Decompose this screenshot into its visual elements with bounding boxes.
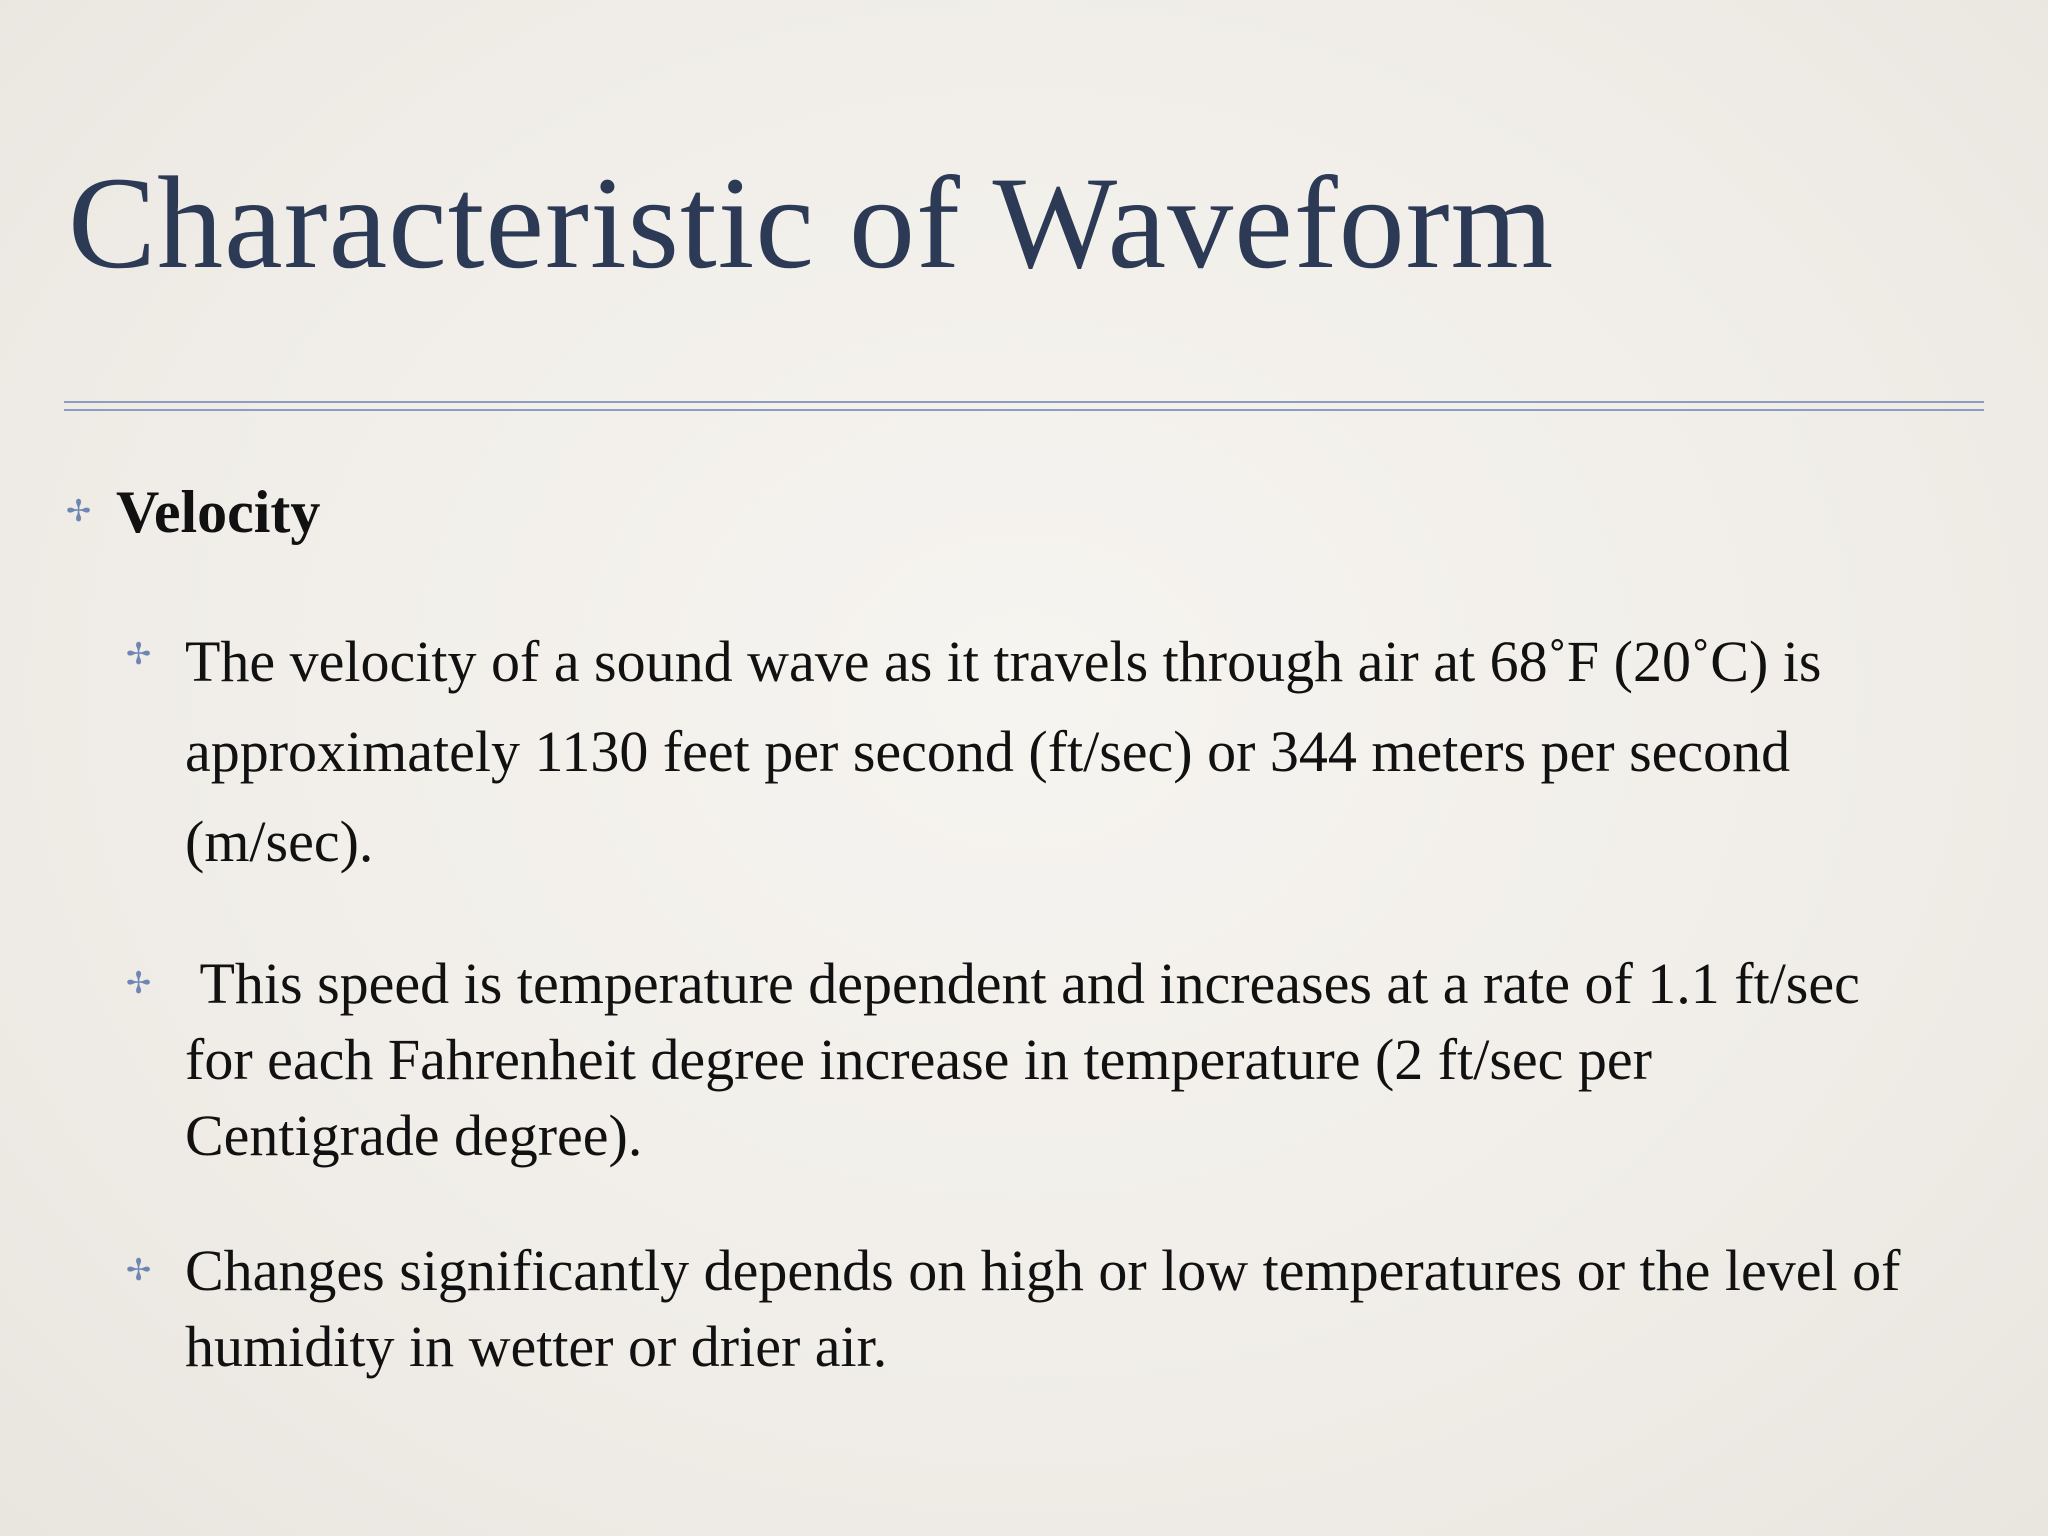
heading-bullet-text: Velocity: [116, 479, 321, 545]
sub-bullet: [126, 617, 1906, 887]
bullet-icon: ✢: [66, 494, 92, 529]
sub-bullet-text: Changes significantly depends on high or low temperatures or the level of humidity in wetter or drier air.: [185, 1238, 1901, 1379]
bullet-icon: ✢: [126, 1253, 152, 1288]
sub-bullet: [126, 946, 1906, 1174]
sub-bullet-text: This speed is temperature dependent and increases at a rate of 1.1 ft/sec for each Fahrenheit degree increase in temperature (2 ft/sec per Centigrade degree).: [185, 951, 1875, 1168]
sub-bullet: [126, 1233, 1906, 1385]
heading-bullet: [66, 476, 1966, 548]
title-divider-line: [64, 409, 1984, 411]
bullet-icon: ✢: [126, 966, 152, 1001]
bullet-icon: ✢: [126, 637, 152, 672]
slide-title: Characteristic of Waveform: [68, 149, 1555, 296]
sub-bullet-text: The velocity of a sound wave as it travels through air at 68˚F (20˚C) is approximately 1130 feet per second (ft/sec) or 344 meters per second (m/sec).: [185, 629, 1822, 874]
title-divider-line: [64, 401, 1984, 403]
